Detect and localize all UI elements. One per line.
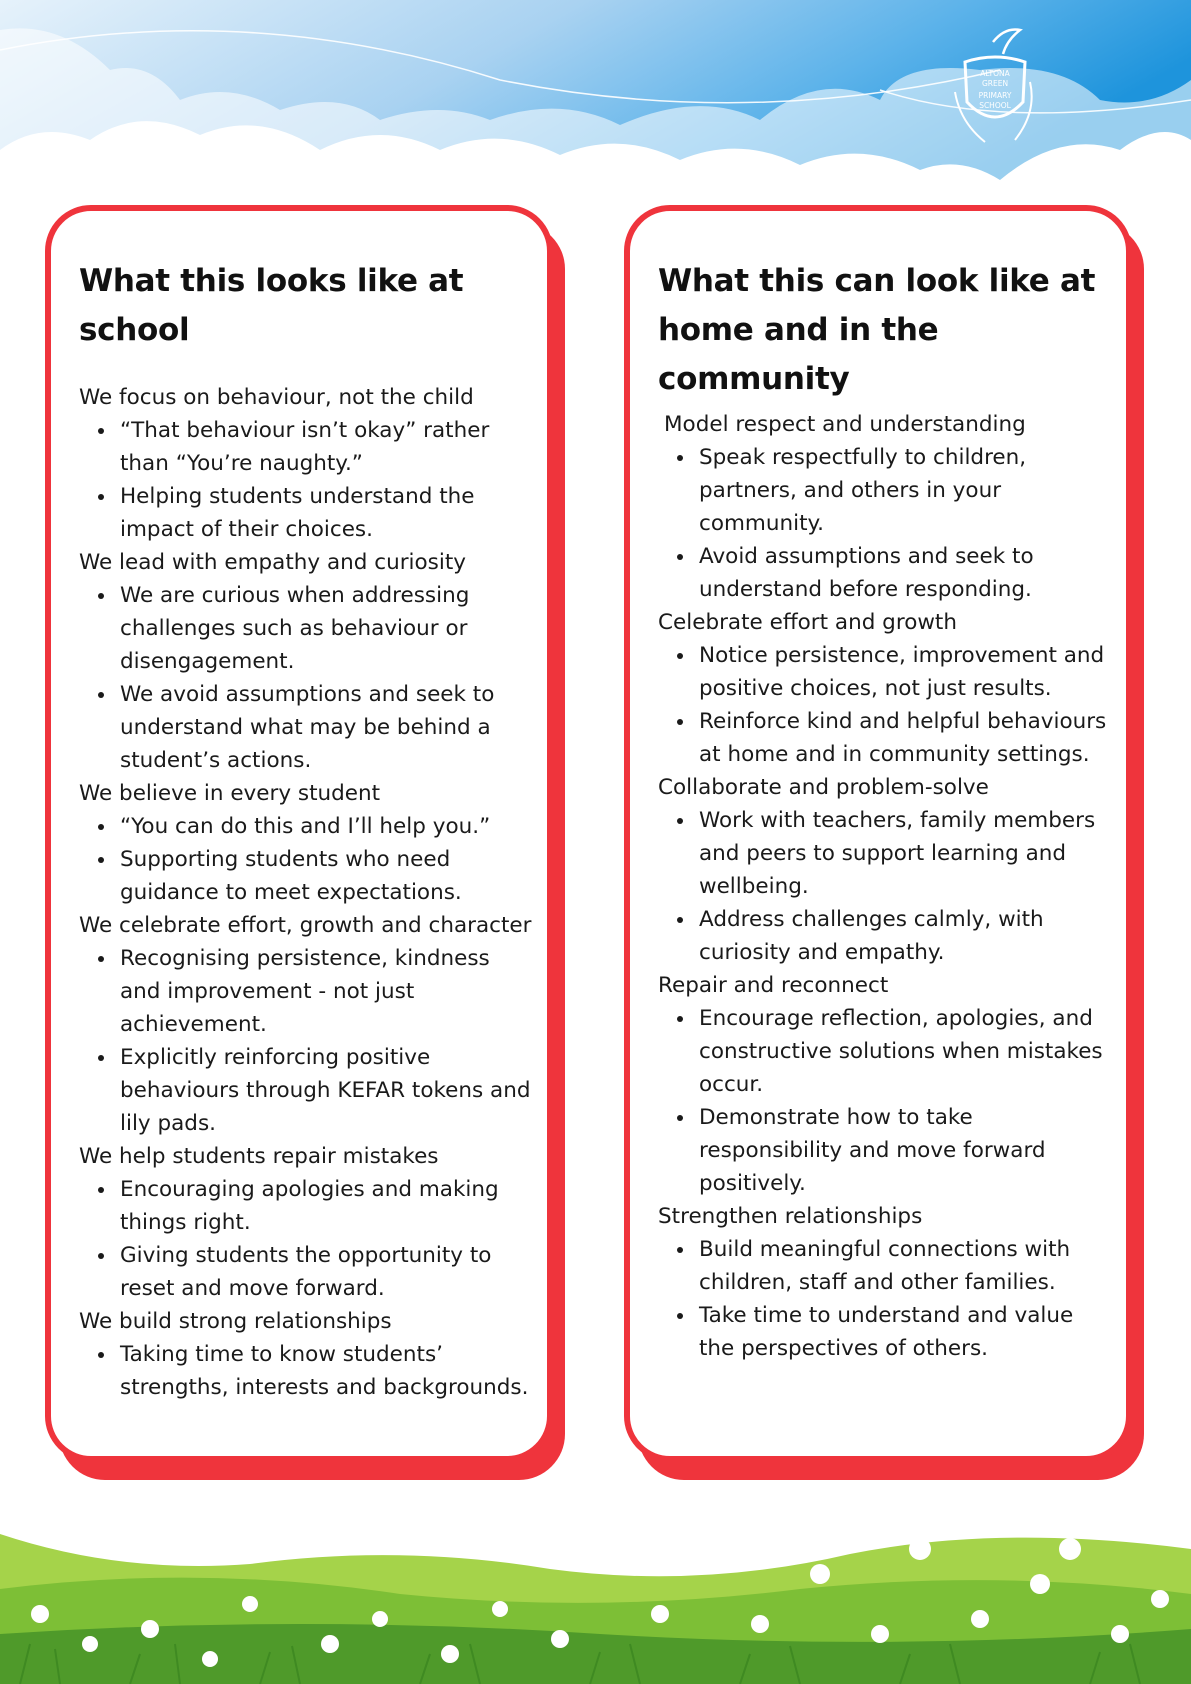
bullet-item: Reinforce kind and helpful behaviours at home and in community settings. bbox=[699, 705, 1112, 771]
bullet-item: Notice persistence, improvement and positive choices, not just results. bbox=[699, 639, 1112, 705]
bullet-list bbox=[79, 1173, 533, 1305]
bullet-list bbox=[658, 804, 1112, 969]
bullet-list bbox=[658, 1233, 1112, 1365]
bullet-item: Speak respectfully to children, partners, and others in your community. bbox=[699, 441, 1112, 540]
bullet-item: We are curious when addressing challenges such as behaviour or disengagement. bbox=[120, 579, 533, 678]
bullet-item: Avoid assumptions and seek to understand before responding. bbox=[699, 540, 1112, 606]
bullet-list bbox=[79, 579, 533, 777]
bullet-item: Helping students understand the impact of their choices. bbox=[120, 480, 533, 546]
section-heading: We focus on behaviour, not the child bbox=[79, 385, 474, 410]
section-heading: We help students repair mistakes bbox=[79, 1144, 439, 1169]
bullet-item: Encouraging apologies and making things right. bbox=[120, 1173, 533, 1239]
logo-text-line-2: GREEN bbox=[981, 79, 1009, 88]
bullet-item: Supporting students who need guidance to meet expectations. bbox=[120, 843, 533, 909]
bullet-item: We avoid assumptions and seek to understand what may be behind a student’s actions. bbox=[120, 678, 533, 777]
bullet-item: Giving students the opportunity to reset and move forward. bbox=[120, 1239, 533, 1305]
section-heading: Model respect and understanding bbox=[664, 412, 1026, 437]
bullet-item: Recognising persistence, kindness and improvement - not just achievement. bbox=[120, 942, 533, 1041]
home-card-title: What this can look like at home and in the community bbox=[658, 263, 1096, 397]
section-heading: We celebrate effort, growth and character bbox=[79, 913, 532, 938]
section-heading: We believe in every student bbox=[79, 781, 381, 806]
section-heading: Strengthen relationships bbox=[658, 1204, 923, 1229]
school-logo-crest bbox=[945, 22, 1045, 150]
bullet-list bbox=[658, 639, 1112, 771]
card-frame bbox=[45, 205, 553, 1462]
bullet-item: Work with teachers, family members and peers to support learning and wellbeing. bbox=[699, 804, 1112, 903]
bullet-item: Address challenges calmly, with curiosity and empathy. bbox=[699, 903, 1112, 969]
section-heading: Repair and reconnect bbox=[658, 973, 889, 998]
card-frame bbox=[624, 205, 1132, 1462]
section-heading: Collaborate and problem-solve bbox=[658, 775, 989, 800]
bullet-item: “You can do this and I’ll help you.” bbox=[120, 810, 533, 843]
bullet-list bbox=[658, 1002, 1112, 1200]
section-heading: We build strong relationships bbox=[79, 1309, 392, 1334]
bullet-item: Take time to understand and value the perspectives of others. bbox=[699, 1299, 1112, 1365]
logo-text-line-3: PRIMARY bbox=[978, 91, 1012, 100]
school-card-title: What this looks like at school bbox=[79, 263, 464, 348]
bullet-list bbox=[79, 810, 533, 909]
section-heading: We lead with empathy and curiosity bbox=[79, 550, 466, 575]
bullet-list bbox=[79, 1338, 533, 1404]
logo-text-line-1: ALTONA bbox=[980, 69, 1010, 78]
bullet-item: Demonstrate how to take responsibility and move forward positively. bbox=[699, 1101, 1112, 1200]
bullet-item: Build meaningful connections with children, staff and other families. bbox=[699, 1233, 1112, 1299]
school-card bbox=[45, 205, 565, 1480]
bullet-item: “That behaviour isn’t okay” rather than “You’re naughty.” bbox=[120, 414, 533, 480]
school-card-sections bbox=[79, 381, 533, 1404]
bullet-item: Encourage reflection, apologies, and constructive solutions when mistakes occur. bbox=[699, 1002, 1112, 1101]
grass-flowers-footer-illustration bbox=[0, 1494, 1191, 1684]
bullet-list bbox=[79, 942, 533, 1140]
bullet-item: Explicitly reinforcing positive behaviours through KEFAR tokens and lily pads. bbox=[120, 1041, 533, 1140]
logo-text-line-4: SCHOOL bbox=[979, 101, 1011, 110]
bullet-item: Taking time to know students’ strengths, interests and backgrounds. bbox=[120, 1338, 533, 1404]
section-heading: Celebrate effort and growth bbox=[658, 610, 957, 635]
home-card-sections bbox=[658, 408, 1112, 1365]
bullet-list bbox=[658, 441, 1112, 606]
bullet-list bbox=[79, 414, 533, 546]
home-community-card bbox=[624, 205, 1144, 1480]
